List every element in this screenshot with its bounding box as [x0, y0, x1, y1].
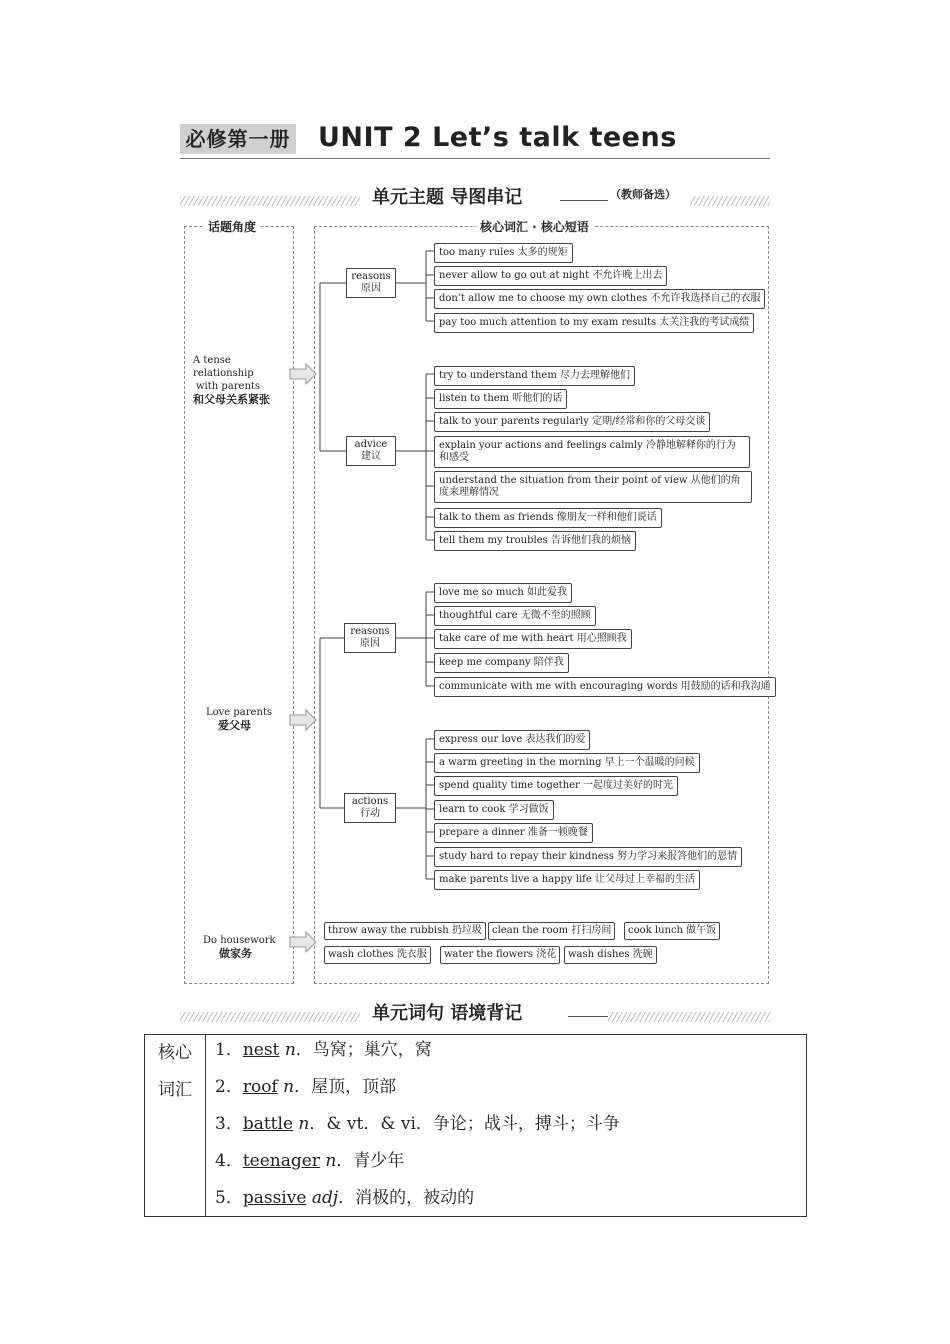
category-reasons — [344, 623, 396, 653]
topic-en-line1: Love parents — [206, 707, 273, 718]
arrow-right-icon — [290, 932, 316, 952]
phrase-item: pay too much attention to my exam results 太关注我的考试成绩 — [434, 313, 754, 333]
category-en: advice — [354, 439, 388, 450]
section-note: （教师备选） — [610, 188, 676, 201]
vocab-word: battle — [242, 1114, 294, 1134]
section-bar-right — [608, 1012, 770, 1022]
vocab-map-panel-label: 核心词汇 · 核心短语 — [476, 218, 593, 235]
section-title-sentences: 单元词句 语境背记 — [372, 1003, 523, 1024]
arrow-right-icon — [290, 364, 316, 384]
topic-zh: 爱父母 — [218, 719, 251, 732]
topic-zh: 做家务 — [219, 947, 252, 960]
section-bar-left — [180, 1012, 360, 1022]
phrase-item: don’t allow me to choose my own clothes 不允许我选择自己的衣服 — [434, 289, 765, 309]
vocab-num: 3． — [215, 1114, 243, 1134]
category-en: reasons — [350, 626, 390, 637]
vocab-row — [215, 1109, 620, 1146]
category-actions — [344, 793, 396, 823]
vocab-pos: n — [284, 1040, 296, 1060]
phrase-item: communicate with me with encouraging words 用鼓励的话和我沟通 — [434, 677, 776, 697]
housework-item: wash dishes 洗碗 — [564, 946, 657, 964]
category-advice — [346, 436, 396, 466]
vocab-row — [215, 1146, 620, 1183]
section-title-mindmap: 单元主题 导图串记 — [372, 187, 523, 208]
vocab-row — [215, 1035, 620, 1072]
category-zh: 建议 — [361, 451, 381, 462]
category-zh: 原因 — [361, 283, 381, 294]
vocab-num: 4． — [215, 1151, 243, 1171]
vocab-meaning: ．青少年 — [336, 1151, 405, 1171]
vocab-word: passive — [242, 1188, 307, 1208]
vocab-row — [215, 1183, 620, 1220]
phrase-item: spend quality time together 一起度过美好的时光 — [434, 776, 678, 796]
vocab-num: 5． — [215, 1188, 243, 1208]
vocab-meaning: ．消极的，被动的 — [338, 1188, 475, 1208]
phrase-item: express our love 表达我们的爱 — [434, 730, 590, 750]
topic-en-line2: with parents — [196, 381, 261, 392]
phrase-item: thoughtful care 无微不至的照顾 — [434, 606, 596, 626]
unit-title: UNIT 2 Let’s talk teens — [318, 122, 677, 153]
topic-en-line1: A tense relationship — [193, 355, 254, 379]
vocab-pos: n — [298, 1114, 310, 1134]
phrase-item: tell them my troubles 告诉他们我的烦恼 — [434, 531, 636, 551]
housework-item: throw away the rubbish 扔垃圾 — [324, 922, 486, 940]
section-title-line — [568, 1016, 608, 1017]
phrase-item: talk to them as friends 像朋友一样和他们说话 — [434, 508, 662, 528]
category-reasons — [346, 268, 396, 298]
vocab-word: nest — [242, 1040, 280, 1060]
topic-en-line1: Do housework — [203, 935, 276, 946]
phrase-item: try to understand them 尽力去理解他们 — [434, 366, 635, 386]
vocab-num: 1． — [215, 1040, 243, 1060]
category-en: reasons — [351, 271, 391, 282]
vocab-pos: adj — [311, 1188, 339, 1208]
core-vocab-table — [144, 1034, 807, 1217]
housework-item: clean the room 打扫房间 — [488, 922, 615, 940]
phrase-item: make parents live a happy life 让父母过上幸福的生活 — [434, 870, 700, 890]
housework-item: cook lunch 做午饭 — [624, 922, 720, 940]
arrow-right-icon — [290, 710, 316, 730]
vocab-word: teenager — [242, 1151, 320, 1171]
phrase-item: too many rules 太多的规矩 — [434, 243, 573, 263]
housework-item: water the flowers 浇花 — [440, 946, 560, 964]
phrase-item: keep me company 陪伴我 — [434, 653, 569, 673]
vocab-rows — [215, 1035, 620, 1220]
vocab-pos: n — [325, 1151, 337, 1171]
phrase-item: understand the situation from their point of view 从他们的角度来理解情况 — [434, 471, 752, 503]
vocab-meaning: ．屋顶，顶部 — [294, 1077, 397, 1097]
phrase-item: learn to cook 学习做饭 — [434, 800, 554, 820]
vocab-meaning: ．& vt．& vi．争论；战斗，搏斗；斗争 — [309, 1114, 620, 1134]
book-tag: 必修第一册 — [180, 124, 296, 154]
category-en: actions — [351, 796, 389, 807]
phrase-item: take care of me with heart 用心照顾我 — [434, 629, 632, 649]
vocab-meaning: ．鸟窝；巢穴，窝 — [295, 1040, 432, 1060]
vocab-heading-line1: 核心 — [158, 1043, 192, 1063]
phrase-item: love me so much 如此爱我 — [434, 583, 572, 603]
phrase-item: never allow to go out at night 不允许晚上出去 — [434, 266, 667, 286]
phrase-item: explain your actions and feelings calmly 冷静地解释你的行为和感受 — [434, 436, 750, 468]
phrase-item: talk to your parents regularly 定期/经常和你的父母交谈 — [434, 412, 710, 432]
vocab-word: roof — [242, 1077, 278, 1097]
category-zh: 行动 — [360, 808, 380, 819]
vocab-heading-line2: 词汇 — [158, 1080, 192, 1100]
phrase-item: prepare a dinner 准备一顿晚餐 — [434, 823, 593, 843]
phrase-item: study hard to repay their kindness 努力学习来报答他们的恩情 — [434, 847, 742, 867]
housework-item: wash clothes 洗衣服 — [324, 946, 431, 964]
topic-panel-label: 话题角度 — [204, 218, 260, 235]
phrase-item: listen to them 听他们的话 — [434, 389, 567, 409]
vocab-table-heading — [145, 1035, 206, 1216]
phrase-item: a warm greeting in the morning 早上一个温暖的问候 — [434, 753, 700, 773]
vocab-row — [215, 1072, 620, 1109]
vocab-pos: n — [283, 1077, 295, 1097]
category-zh: 原因 — [360, 638, 380, 649]
topic-zh: 和父母关系紧张 — [193, 393, 270, 406]
vocab-num: 2． — [215, 1077, 243, 1097]
